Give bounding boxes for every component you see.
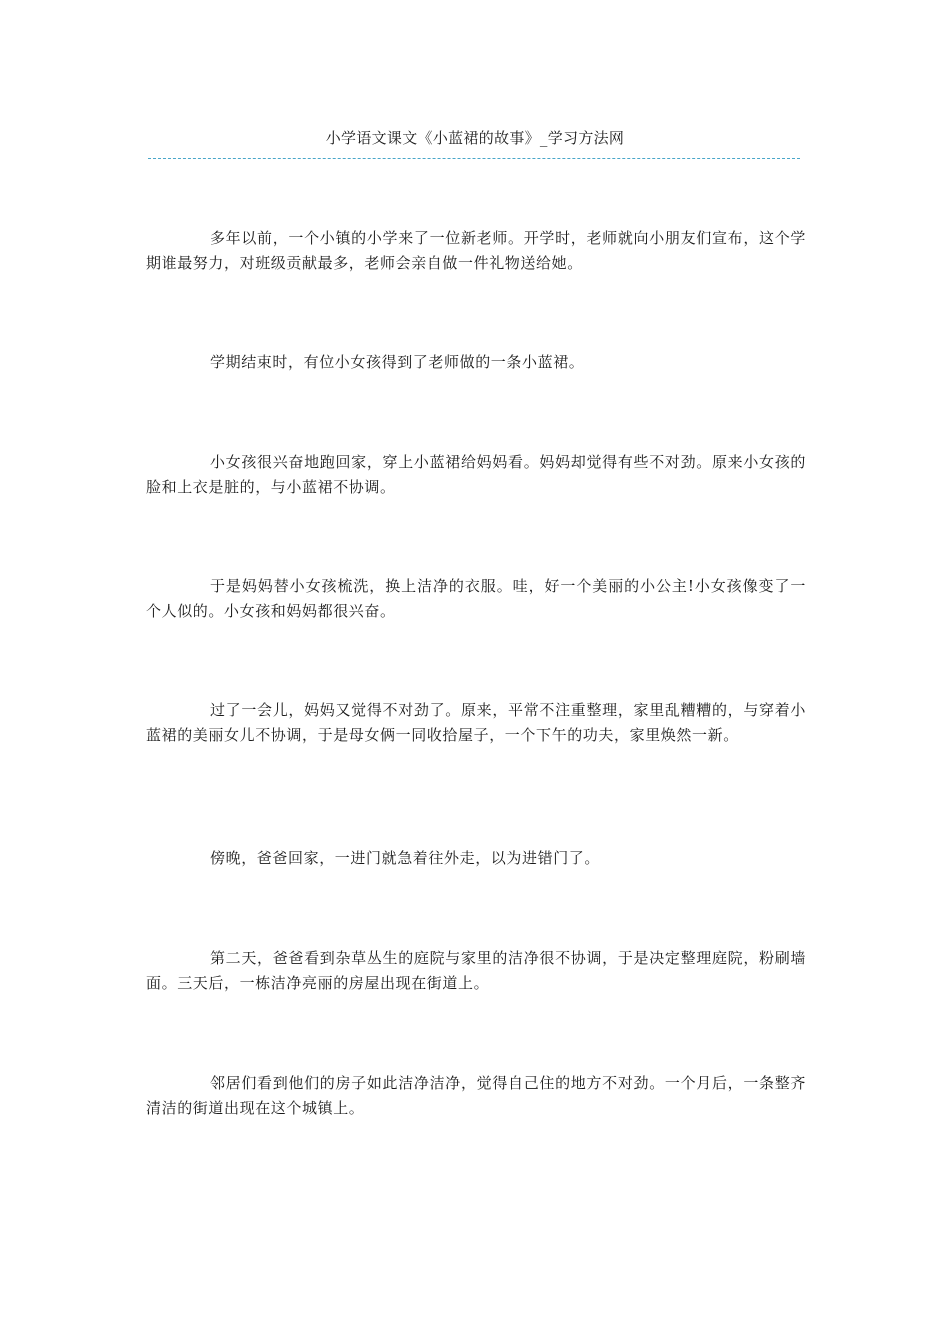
- paragraph-3: 小女孩很兴奋地跑回家，穿上小蓝裙给妈妈看。妈妈却觉得有些不对劲。原来小女孩的脸和上衣是脏的，与小蓝裙不协调。: [146, 453, 806, 496]
- paragraph-1: 多年以前，一个小镇的小学来了一位新老师。开学时，老师就向小朋友们宣布，这个学期谁最努力，对班级贡献最多，老师会亲自做一件礼物送给她。: [146, 229, 806, 272]
- paragraph-8: 邻居们看到他们的房子如此洁净洁净，觉得自己住的地方不对劲。一个月后，一条整齐清洁的街道出现在这个城镇上。: [146, 1074, 806, 1117]
- paragraph-4: 于是妈妈替小女孩梳洗，换上洁净的衣服。哇，好一个美丽的小公主!小女孩像变了一个人似的。小女孩和妈妈都很兴奋。: [146, 577, 806, 620]
- paragraph-7: 第二天，爸爸看到杂草丛生的庭院与家里的洁净很不协调，于是决定整理庭院，粉刷墙面。三天后，一栋洁净亮丽的房屋出现在街道上。: [146, 949, 806, 992]
- paragraph-6: 傍晚，爸爸回家，一进门就急着往外走，以为进错门了。: [210, 849, 601, 867]
- paragraph-2: 学期结束时，有位小女孩得到了老师做的一条小蓝裙。: [210, 353, 585, 371]
- title-divider: [148, 158, 800, 159]
- paragraph-5: 过了一会儿，妈妈又觉得不对劲了。原来，平常不注重整理，家里乱糟糟的，与穿着小蓝裙的美丽女儿不协调，于是母女俩一同收拾屋子，一个下午的功夫，家里焕然一新。: [146, 701, 806, 744]
- document-title: 小学语文课文《小蓝裙的故事》_学习方法网: [325, 129, 625, 147]
